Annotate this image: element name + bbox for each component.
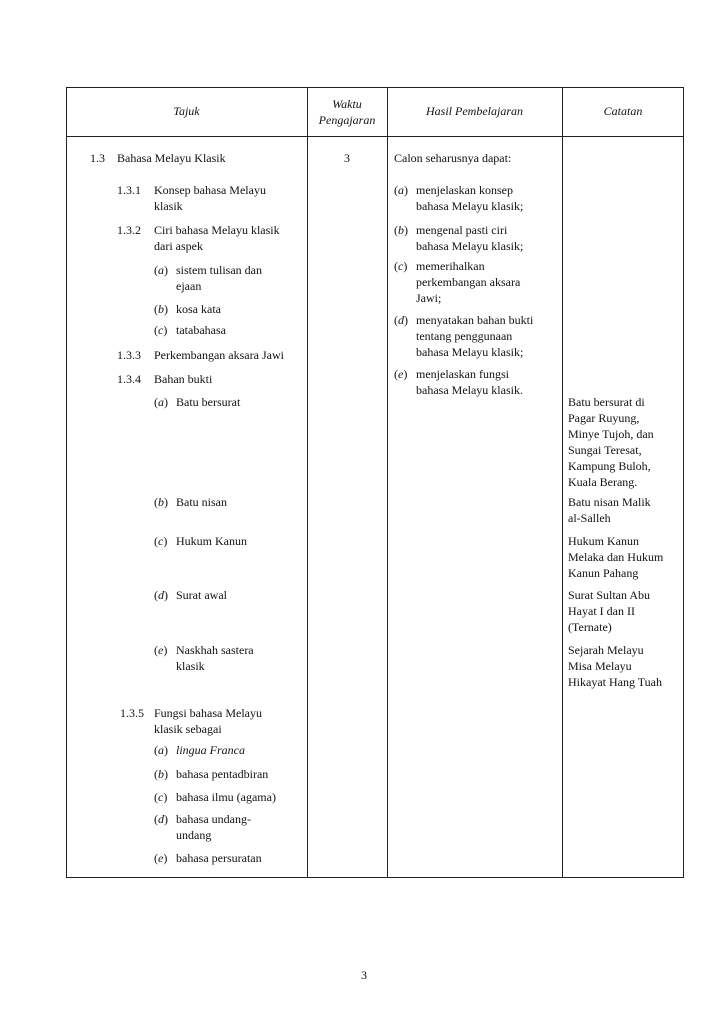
header-pengajaran: Pengajaran [318,113,376,127]
subtopic-number: 1.3.4 [117,372,141,386]
outcome-text: menjelaskan fungsi [416,367,509,381]
outcome-text: menyatakan bahan bukti [416,313,534,327]
list-item-text: bahasa persuratan [176,851,262,865]
list-item: (d) [154,588,168,602]
item-letter: b [158,302,164,316]
subtopic-text: Konsep bahasa Melayu [154,183,266,197]
item-letter: b [398,223,404,237]
list-item-text: ejaan [176,279,202,293]
item-letter: e [158,851,164,865]
list-item-text: Batu nisan [176,495,227,509]
subtopic-number: 1.3.2 [117,223,141,237]
note-text: Surat Sultan Abu [568,588,651,602]
header-catatan: Catatan [603,104,643,118]
outcome-text: Jawi; [416,291,442,305]
outcome-text: bahasa Melayu klasik; [416,345,524,359]
list-item: (d) [154,812,168,826]
item-letter: d [158,588,164,602]
list-item-text: Surat awal [176,588,227,602]
list-item-text: Hukum Kanun [176,534,247,548]
list-item-text: sistem tulisan dan [176,263,262,277]
list-item: (b) [154,767,168,781]
list-item: (a) [154,743,168,757]
list-item-text: klasik [176,659,205,673]
topic-title: Bahasa Melayu Klasik [117,151,226,165]
subtopic-text: Perkembangan aksara Jawi [154,348,284,362]
list-item: (c) [154,534,168,548]
list-item-text: bahasa ilmu (agama) [176,790,276,804]
item-letter: c [158,790,164,804]
item-letter: a [158,395,164,409]
subtopic-text: Bahan bukti [154,372,213,386]
subtopic-text: klasik sebagai [154,722,222,736]
item-letter: b [158,767,164,781]
outcome-text: tentang penggunaan [416,329,513,343]
outcome-item: (e) [394,367,408,381]
header-hasil-pembelajaran: Hasil Pembelajaran [426,104,523,118]
outcome-item: (c) [394,259,408,273]
item-letter: a [158,743,164,757]
outcome-text: bahasa Melayu klasik; [416,239,524,253]
list-item-text: tatabahasa [176,323,226,337]
list-item: (a) [154,395,168,409]
list-item-text: bahasa pentadbiran [176,767,269,781]
list-item: (b) [154,495,168,509]
outcome-item: (a) [394,183,408,197]
note-text: Hikayat Hang Tuah [568,675,662,689]
column-divider-2 [387,87,388,878]
item-letter: a [398,183,404,197]
note-text: Melaka dan Hukum [568,550,664,564]
item-letter: d [158,812,164,826]
subtopic-number: 1.3.1 [117,183,141,197]
outcome-text: perkembangan aksara [416,275,521,289]
note-text: (Ternate) [568,620,612,634]
subtopic-number: 1.3.3 [117,348,141,362]
note-text: Hukum Kanun [568,534,639,548]
note-text: Sungai Teresat, [568,443,642,457]
item-letter: d [398,313,404,327]
list-item: (e) [154,851,168,865]
item-letter: c [158,534,164,548]
header-waktu: Waktu [332,97,362,111]
teaching-time: 3 [344,151,350,165]
subtopic-text: Ciri bahasa Melayu klasik [154,223,280,237]
outcome-text: mengenal pasti ciri [416,223,508,237]
list-item-text: kosa kata [176,302,221,316]
outcome-text: menjelaskan konsep [416,183,513,197]
note-text: Misa Melayu [568,659,632,673]
item-letter: e [398,367,404,381]
list-item: (c) [154,790,168,804]
list-item: (a) [154,263,168,277]
list-item-text: bahasa undang- [176,812,251,826]
subtopic-text: dari aspek [154,239,203,253]
list-item-text: Batu bersurat [176,395,241,409]
outcomes-intro: Calon seharusnya dapat: [394,151,512,165]
outcome-item: (b) [394,223,408,237]
column-divider-1 [307,87,308,878]
list-item: (b) [154,302,168,316]
list-item-text: Naskhah sastera [176,643,254,657]
header-divider [66,136,684,137]
note-text: Batu nisan Malik [568,495,651,509]
page-number: 3 [361,968,367,982]
subtopic-text: Fungsi bahasa Melayu [154,706,262,720]
item-letter: b [158,495,164,509]
list-item: (e) [154,643,168,657]
note-text: Kanun Pahang [568,566,639,580]
note-text: Kampung Buloh, [568,459,651,473]
topic-number: 1.3 [90,151,105,165]
list-item-text: undang [176,828,212,842]
note-text: Sejarah Melayu [568,643,644,657]
list-item: (c) [154,323,168,337]
item-letter: e [158,643,164,657]
outcome-item: (d) [394,313,408,327]
header-tajuk: Tajuk [173,104,200,118]
note-text: Minye Tujoh, dan [568,427,654,441]
note-text: Batu bersurat di [568,395,645,409]
note-text: Hayat I dan II [568,604,635,618]
subtopic-number: 1.3.5 [120,706,144,720]
subtopic-text: klasik [154,199,183,213]
item-letter: a [158,263,164,277]
outcome-text: bahasa Melayu klasik; [416,199,524,213]
note-text: Kuala Berang. [568,475,638,489]
item-letter: c [158,323,164,337]
column-divider-3 [562,87,563,878]
outcome-text: memerihalkan [416,259,485,273]
list-item-text: lingua Franca [176,743,245,757]
note-text: Pagar Ruyung, [568,411,640,425]
item-letter: c [398,259,404,273]
outcome-text: bahasa Melayu klasik. [416,383,523,397]
note-text: al-Salleh [568,511,611,525]
